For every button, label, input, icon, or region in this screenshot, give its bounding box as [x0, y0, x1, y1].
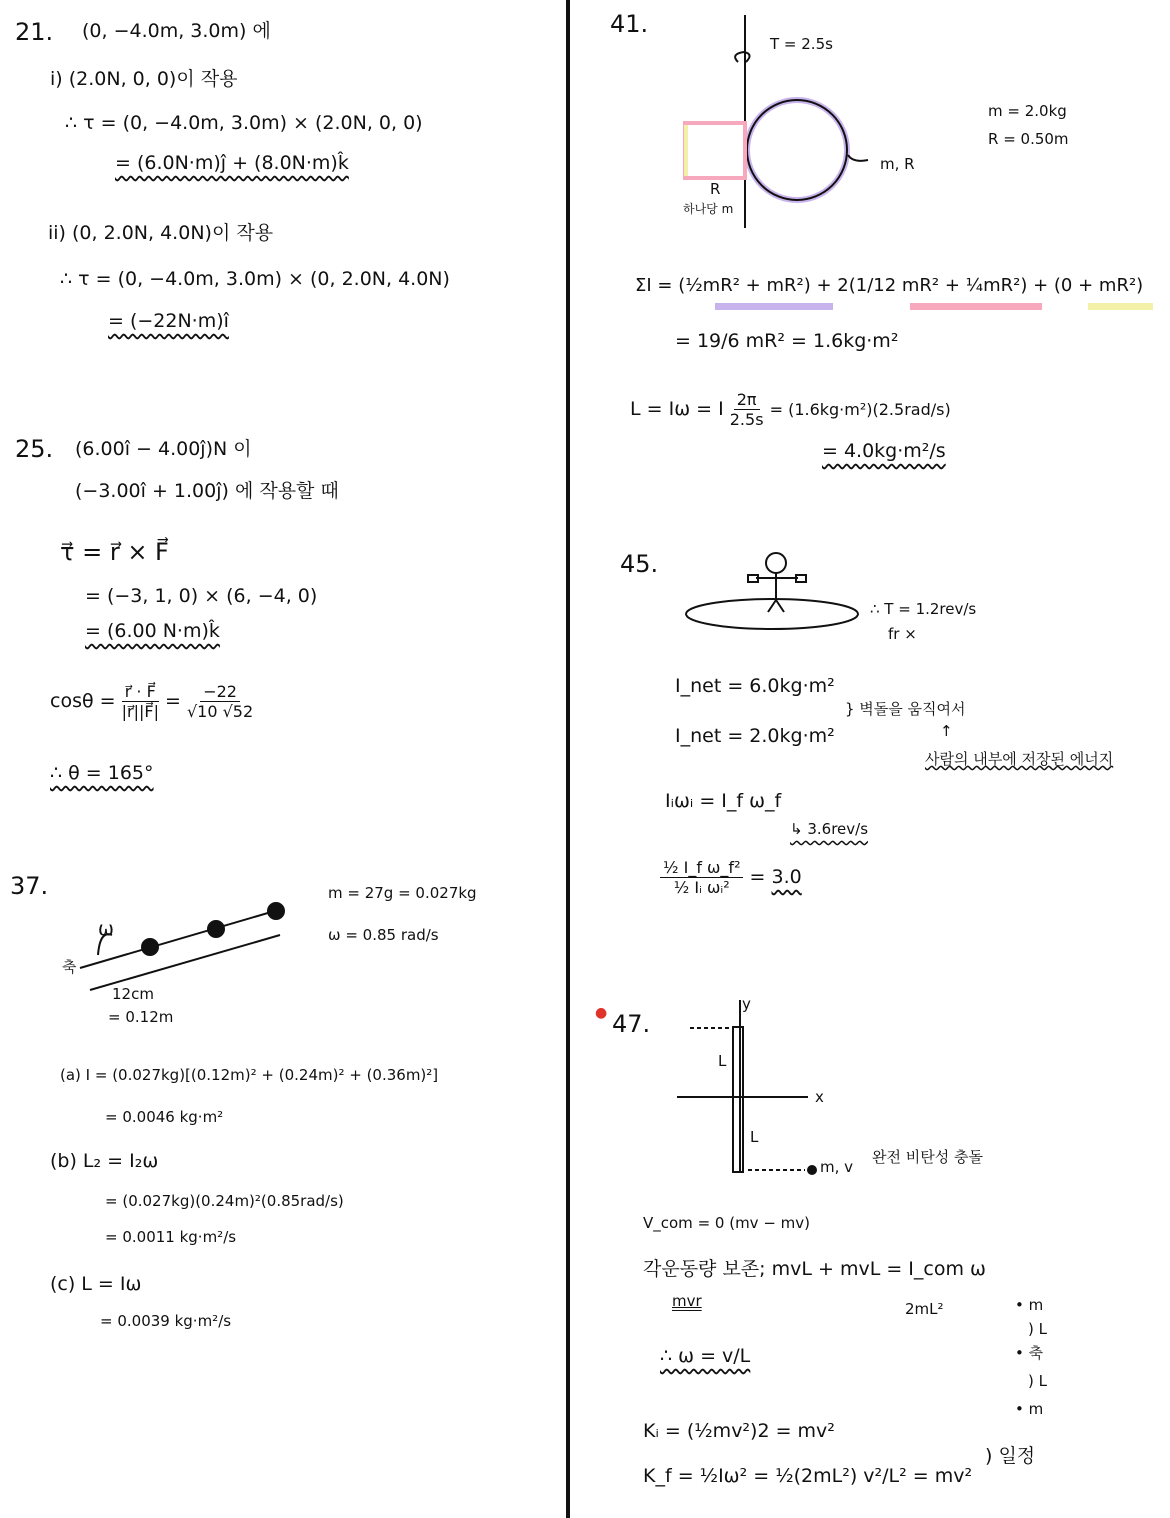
equation: 각운동량 보존; mvL + mvL = I_com ω	[643, 1258, 986, 1280]
square-mass-label: 하나당 m	[683, 202, 734, 216]
mass-dot	[268, 903, 284, 919]
collision-label: 완전 비탄성 충돌	[872, 1148, 983, 1166]
equation: Iᵢωᵢ = I_f ω_f	[665, 790, 782, 812]
y-axis-label: y	[742, 995, 751, 1013]
inertia-final: I_net = 2.0kg·m²	[675, 725, 835, 747]
side-note: ) L	[1028, 1320, 1047, 1338]
equation: Kᵢ = (½mv²)2 = mv²	[643, 1420, 835, 1442]
mass-dot	[208, 921, 224, 937]
friction-note: fr ×	[888, 625, 917, 643]
side-note: • 축	[1015, 1344, 1044, 1362]
arrow: ↑	[940, 722, 953, 740]
equation: ∴ τ = (0, −4.0m, 3.0m) × (0, 2.0N, 4.0N)	[60, 268, 450, 290]
given-mass: m = 2.0kg	[988, 102, 1067, 120]
cos-equation	[50, 682, 253, 721]
numerator: −22	[200, 682, 240, 702]
equation: τ⃗ = r⃗ × F⃗	[60, 538, 169, 566]
answer: = (6.0N·m)ĵ + (8.0N·m)k̂	[115, 152, 349, 174]
answer: ∴ θ = 165°	[50, 762, 154, 784]
denominator: √10 √52	[186, 702, 254, 722]
equals: =	[165, 690, 181, 713]
denominator: ½ Iᵢ ωᵢ²	[673, 878, 730, 898]
highlight	[1088, 303, 1153, 310]
equation: (b) L₂ = I₂ω	[50, 1150, 159, 1172]
length-label: L	[750, 1128, 759, 1146]
given-radius: R = 0.50m	[988, 130, 1069, 148]
problem-number: 47.	[612, 1010, 651, 1038]
answer: ∴ ω = v/L	[660, 1345, 751, 1367]
omega-label: ω	[98, 918, 114, 940]
equation	[630, 390, 951, 429]
note: ) 일정	[985, 1445, 1036, 1467]
numerator: 2π	[734, 390, 760, 410]
spacing-label: 12cm	[112, 985, 154, 1003]
energy-ratio	[660, 858, 802, 897]
equation: K_f = ½Iω² = ½(2mL²) v²/L² = mv²	[643, 1465, 973, 1487]
note: mvr	[672, 1292, 702, 1310]
answer: = (−22N·m)î	[108, 310, 229, 332]
equation-part: L = Iω = I	[630, 398, 724, 421]
answer: = 4.0kg·m²/s	[822, 440, 946, 462]
collision-diagram	[677, 1000, 816, 1174]
equation-part: = (1.6kg·m²)(2.5rad/s)	[769, 400, 951, 420]
answer: = 0.0011 kg·m²/s	[105, 1228, 237, 1246]
numerator: ½ I_f ω_f²	[660, 858, 743, 878]
equation: = (−3, 1, 0) × (6, −4, 0)	[85, 585, 318, 607]
equation: ∴ τ = (0, −4.0m, 3.0m) × (2.0N, 0, 0)	[65, 112, 423, 134]
answer: = 19/6 mR² = 1.6kg·m²	[675, 330, 899, 352]
equation: (a) I = (0.027kg)[(0.12m)² + (0.24m)² + (0.36m)²]	[60, 1066, 439, 1084]
problem-number: 45.	[620, 550, 659, 578]
denominator: |r⃗||F⃗|	[121, 702, 159, 722]
side-note: • m	[1015, 1296, 1044, 1314]
spacing-meters: = 0.12m	[108, 1008, 174, 1026]
given-mass: m = 27g = 0.027kg	[328, 884, 477, 902]
equation: ΣI = (½mR² + mR²) + 2(1/12 mR² + ¼mR²) + (0 + mR²)	[635, 275, 1144, 296]
equation: = (0.027kg)(0.24m)²(0.85rad/s)	[105, 1192, 344, 1210]
problem-number: 25.	[15, 435, 54, 463]
square-side-label: R	[710, 180, 721, 198]
equation: (c) L = Iω	[50, 1273, 142, 1295]
note: 2mL²	[905, 1300, 944, 1318]
problem-number: 37.	[10, 872, 49, 900]
problem-number: 21.	[15, 18, 54, 46]
numerator: r⃗ · F⃗	[122, 682, 159, 702]
disk-label: m, R	[880, 155, 915, 173]
given-period: T = 2.5s	[770, 35, 833, 53]
equation: V_com = 0 (mv − mv)	[643, 1214, 810, 1232]
text-line: (−3.00î + 1.00ĵ) 에 작용할 때	[75, 480, 339, 502]
note: } 벽돌을 움직여서	[845, 700, 966, 718]
inertia-initial: I_net = 6.0kg·m²	[675, 675, 835, 697]
side-note: • m	[1015, 1400, 1044, 1418]
answer: = 0.0039 kg·m²/s	[100, 1312, 232, 1330]
answer: ↳ 3.6rev/s	[790, 820, 869, 838]
highlight	[910, 303, 1042, 310]
answer: = (6.00 N·m)k̂	[85, 620, 220, 642]
given-omega: ω = 0.85 rad/s	[328, 926, 439, 944]
side-note: ) L	[1028, 1372, 1047, 1390]
problem-number: 41.	[610, 10, 649, 38]
case-i-label: i) (2.0N, 0, 0)이 작용	[50, 68, 238, 90]
rod-diagram	[80, 903, 284, 990]
mass-dot	[142, 939, 158, 955]
star-mark: ●	[595, 1005, 608, 1021]
highlight	[715, 303, 833, 310]
platform-diagram	[686, 553, 858, 629]
text-line: (6.00î − 4.00ĵ)N 이	[75, 438, 252, 460]
given-position: (0, −4.0m, 3.0m) 에	[82, 20, 271, 42]
case-ii-label: ii) (0, 2.0N, 4.0N)이 작용	[48, 222, 274, 244]
given-period: ∴ T = 1.2rev/s	[870, 600, 977, 618]
answer: 3.0	[771, 866, 802, 889]
denominator: 2.5s	[729, 410, 764, 430]
x-axis-label: x	[815, 1088, 824, 1106]
answer: = 0.0046 kg·m²	[105, 1108, 224, 1126]
particle-label: m, v	[820, 1158, 854, 1176]
note: 사람의 내부에 저장된 에너지	[925, 750, 1114, 768]
length-label: L	[718, 1052, 727, 1070]
cos-label: cosθ =	[50, 690, 116, 713]
equals: =	[749, 866, 766, 889]
axis-label: 축	[62, 958, 77, 976]
